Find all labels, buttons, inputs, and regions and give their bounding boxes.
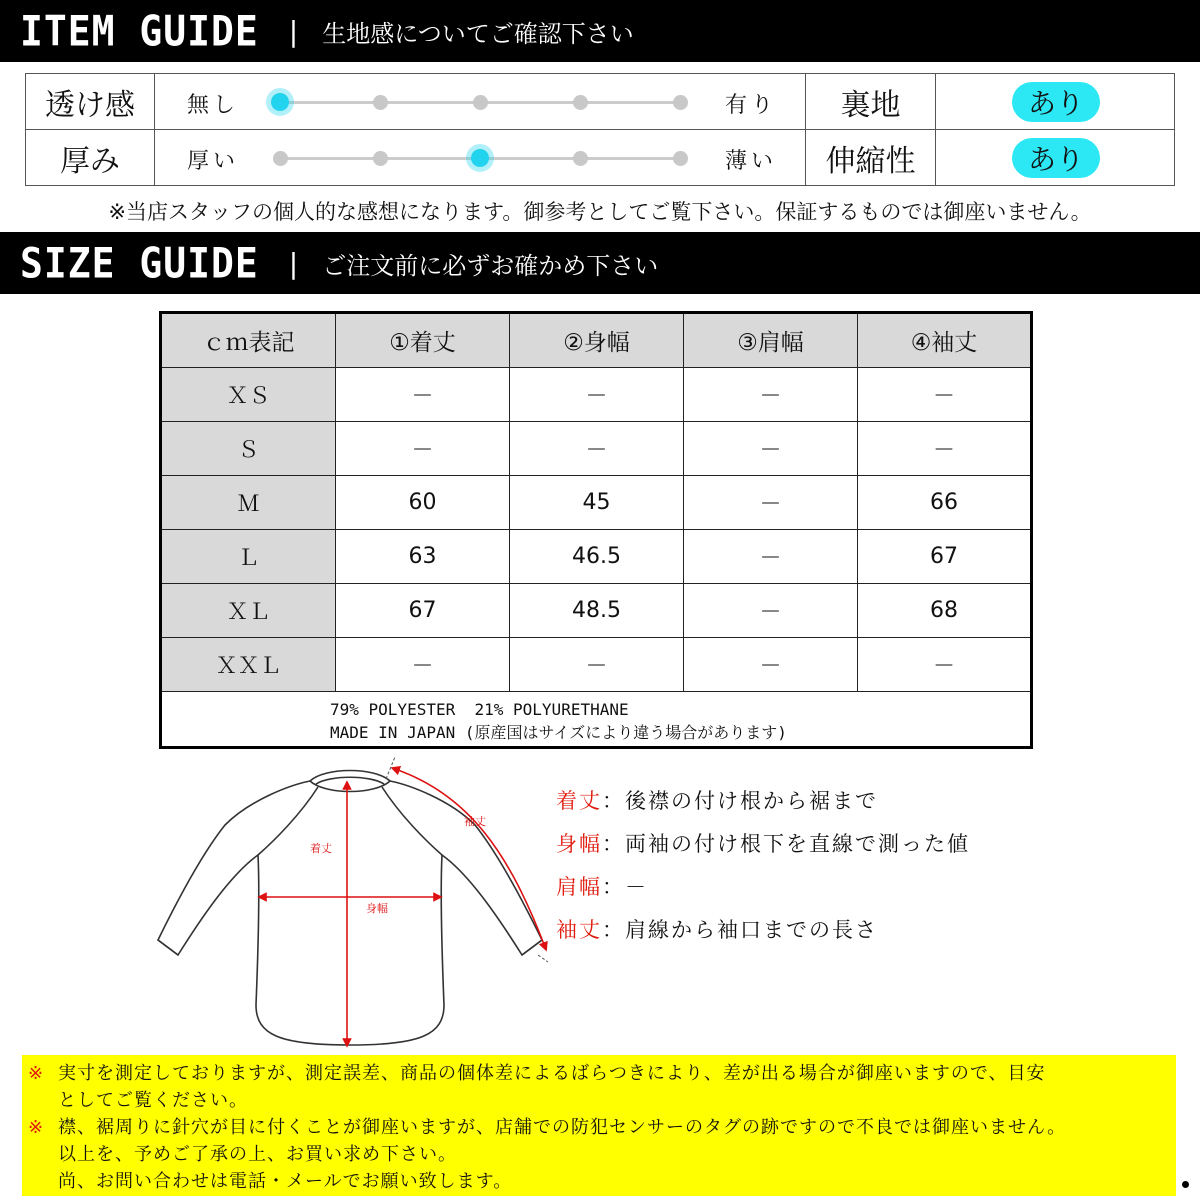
size-label-cell: Ｍ — [162, 476, 336, 529]
scale-marker — [573, 151, 588, 166]
size-guide-header — [0, 232, 1200, 294]
legend-desc: ：－ — [602, 874, 648, 899]
size-value-cell: － — [336, 368, 510, 421]
legend-desc: ：肩線から袖口までの長さ — [602, 917, 878, 942]
size-value-cell: 68 — [930, 598, 958, 623]
item-guide-row-thickness — [26, 130, 1174, 186]
size-guide-title: SIZE GUIDE — [20, 238, 259, 288]
thickness-label: 厚み — [26, 130, 155, 186]
size-value-cell: － — [684, 476, 858, 529]
size-table-header-row — [162, 314, 1030, 368]
material-info — [162, 692, 1030, 746]
notice-mark: ※ — [28, 1063, 45, 1084]
stretch-label: 伸縮性 — [806, 130, 936, 186]
size-value-cell: － — [510, 638, 684, 691]
scale-marker — [273, 151, 288, 166]
legend-desc: ：両袖の付け根下を直線で測った値 — [602, 831, 970, 856]
item-guide-subtitle: 生地感についてご確認下さい — [322, 19, 634, 48]
thickness-scale — [155, 130, 806, 186]
garment-diagram — [150, 755, 590, 1050]
scale-marker — [373, 95, 388, 110]
lining-value-badge: あり — [1012, 82, 1100, 122]
legend-item — [556, 778, 970, 821]
size-label-cell: ＸＳ — [162, 368, 336, 421]
sleeve-diagram-label: 袖丈 — [464, 815, 486, 828]
scale-marker — [673, 95, 688, 110]
lining-value-cell — [936, 74, 1176, 129]
size-value-cell: 66 — [930, 490, 958, 515]
size-table-header-cell: ②身幅 — [510, 314, 684, 367]
scale-marker-active — [471, 149, 489, 167]
material-composition: 79% POLYESTER 21% POLYURETHANE — [330, 700, 629, 719]
legend-item — [556, 821, 970, 864]
item-guide-title: ITEM GUIDE — [20, 6, 259, 56]
size-table-row — [162, 476, 1030, 530]
size-value-cell: － — [510, 368, 684, 421]
size-value-cell: 60 — [336, 476, 510, 529]
scale-marker — [673, 151, 688, 166]
transparency-min-label: 無し — [187, 93, 240, 118]
legend-item — [556, 864, 970, 907]
scale-marker — [473, 95, 488, 110]
lining-label: 裏地 — [806, 74, 936, 129]
transparency-label: 透け感 — [26, 74, 155, 129]
size-table-row — [162, 422, 1030, 476]
scale-marker — [373, 151, 388, 166]
item-guide-separator: | — [288, 14, 299, 48]
thickness-max-label: 薄い — [725, 149, 778, 174]
size-table-row — [162, 368, 1030, 422]
size-value-cell: 67 — [930, 544, 958, 569]
stretch-value-badge: あり — [1012, 138, 1100, 178]
legend-key: 肩幅 — [556, 874, 602, 899]
country-of-origin: MADE IN JAPAN (原産国はサイズにより違う場合があります) — [330, 723, 787, 742]
size-value-cell: － — [684, 368, 858, 421]
size-label-cell: ＸＸＬ — [162, 638, 336, 691]
item-guide-header — [0, 0, 1200, 62]
size-table-row — [162, 584, 1030, 638]
size-value-cell: － — [932, 654, 955, 679]
legend-key: 袖丈 — [556, 917, 602, 942]
notice-line: としてご覧ください。 — [58, 1090, 248, 1111]
width-diagram-label: 身幅 — [366, 902, 388, 915]
thickness-min-label: 厚い — [187, 149, 240, 174]
notice-box — [22, 1055, 1176, 1196]
size-table-row — [162, 530, 1030, 584]
size-value-cell: 67 — [336, 584, 510, 637]
size-table-header-cell: ③肩幅 — [684, 314, 858, 367]
scale-marker — [573, 95, 588, 110]
size-value-cell: － — [684, 422, 858, 475]
legend-key: 着丈 — [556, 788, 602, 813]
size-table-header-cell: ④袖丈 — [858, 314, 1030, 367]
notice-line: 尚、お問い合わせは電話・メールでお願い致します。 — [58, 1171, 513, 1192]
size-guide-separator: | — [288, 246, 299, 280]
transparency-max-label: 有り — [725, 93, 778, 118]
legend-desc: ：後襟の付け根から裾まで — [602, 788, 878, 813]
notice-mark: ※ — [28, 1117, 45, 1138]
measurement-legend — [556, 778, 970, 950]
item-guide-note: ※当店スタッフの個人的な感想になります。御参考としてご覧下さい。保証するものでは御座いません。 — [108, 200, 1092, 224]
size-table-header-cell: ①着丈 — [336, 314, 510, 367]
size-value-cell: 46.5 — [510, 530, 684, 583]
raglan-shirt-icon — [150, 755, 590, 1050]
notice-line: 実寸を測定しておりますが、測定誤差、商品の個体差によるばらつきにより、差が出る場合が御座いますので、目安 — [58, 1063, 1046, 1084]
size-value-cell: － — [510, 422, 684, 475]
size-value-cell: － — [684, 530, 858, 583]
scale-marker-active — [271, 93, 289, 111]
size-value-cell: 45 — [510, 476, 684, 529]
size-label-cell: Ｌ — [162, 530, 336, 583]
transparency-scale — [155, 74, 806, 129]
item-guide-row-transparency — [26, 74, 1174, 130]
size-value-cell: 63 — [336, 530, 510, 583]
size-value-cell: － — [336, 638, 510, 691]
item-guide-table — [25, 73, 1175, 186]
size-value-cell: － — [932, 384, 955, 409]
size-value-cell: － — [684, 638, 858, 691]
size-table-header-cell: ｃｍ表記 — [162, 314, 336, 367]
notice-line: 襟、裾周りに針穴が目に付くことが御座いますが、店舗での防犯センサーのタグの跡ですので不良では御座いません。 — [58, 1117, 1067, 1138]
size-table — [159, 311, 1033, 749]
legend-item — [556, 907, 970, 950]
size-guide-subtitle: ご注文前に必ずお確かめ下さい — [322, 251, 659, 280]
size-value-cell: 48.5 — [510, 584, 684, 637]
length-diagram-label: 着丈 — [310, 842, 332, 855]
size-label-cell: Ｓ — [162, 422, 336, 475]
legend-key: 身幅 — [556, 831, 602, 856]
stretch-value-cell — [936, 130, 1176, 186]
size-value-cell: － — [336, 422, 510, 475]
notice-line: 以上を、予めご了承の上、お買い求め下さい。 — [58, 1144, 457, 1165]
size-value-cell: － — [684, 584, 858, 637]
size-value-cell: － — [932, 438, 955, 463]
sleeve-arrow — [395, 769, 545, 947]
dot-mark — [1182, 1181, 1189, 1188]
size-table-row — [162, 638, 1030, 692]
size-label-cell: ＸＬ — [162, 584, 336, 637]
